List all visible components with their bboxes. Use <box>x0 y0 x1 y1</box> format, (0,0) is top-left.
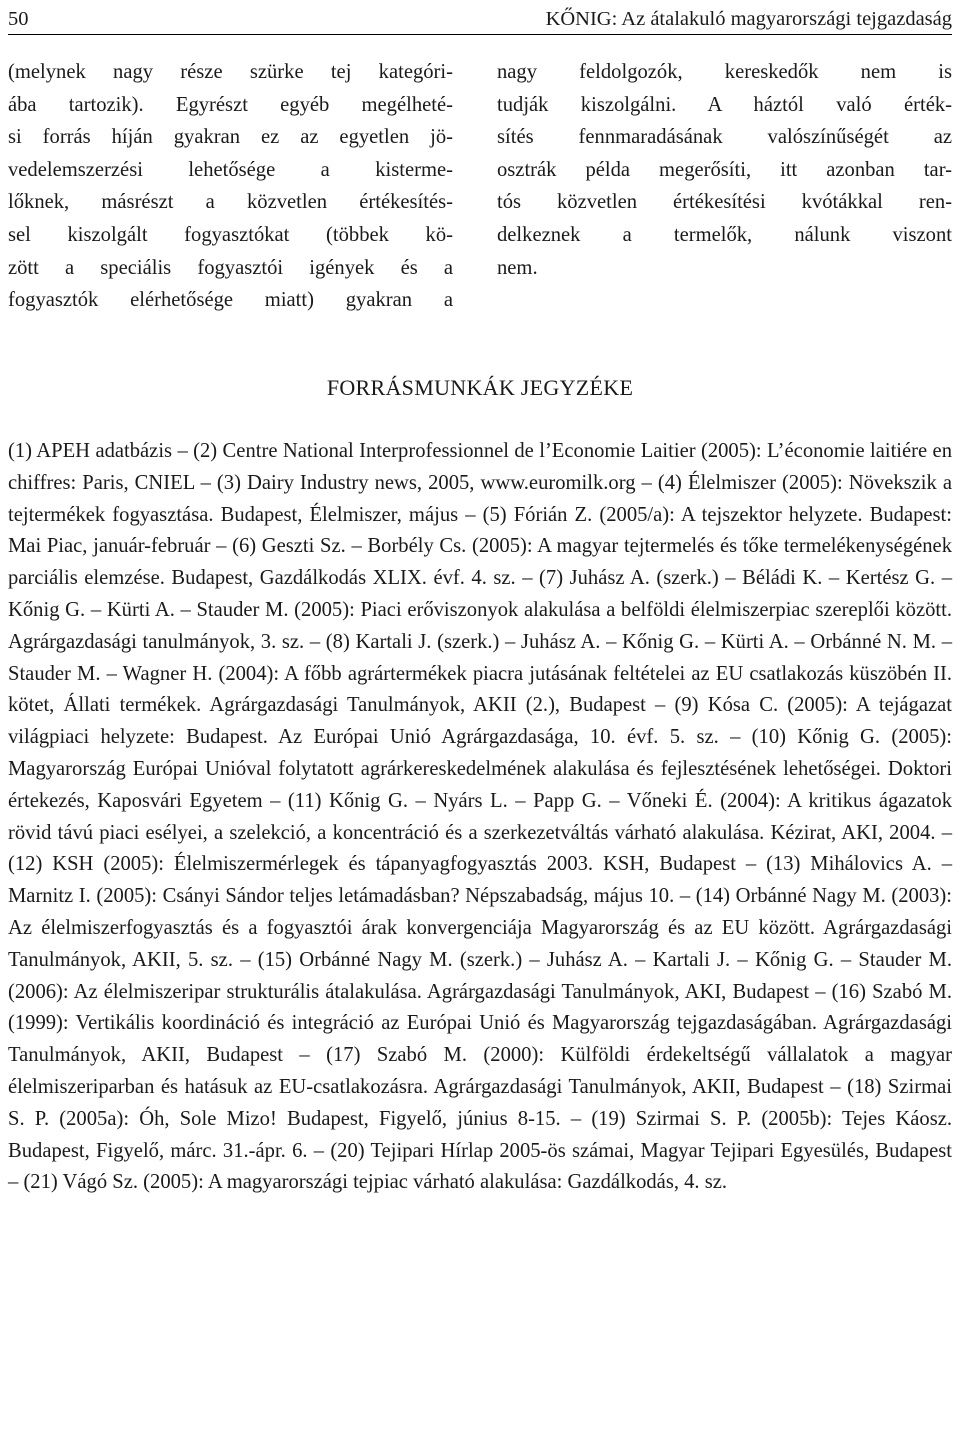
text-line: fogyasztók elérhetősége miatt) gyakran a <box>8 289 453 312</box>
text-line: osztrák példa megerősíti, itt azonban tar- <box>497 158 952 181</box>
text-line: ába tartozik). Egyrészt egyéb megélheté- <box>8 93 453 116</box>
body-right-column <box>497 56 952 284</box>
references-heading: FORRÁSMUNKÁK JEGYZÉKE <box>326 375 634 400</box>
page-header <box>8 4 952 35</box>
body-left-column <box>8 56 453 317</box>
references-text: (1) APEH adatbázis – (2) Centre National Interprofessionnel de l’Economie Laitier (2005): L’économie laitiére en chiffres: Paris, CNIEL – (3) Dairy Industry news, 2005, www.euromilk.org – (4) Élelmiszer (2005): Növekszik a tejtermékek fogyasztása. Budapest, Élelmiszer, május – (5) Fórián Z. (2005/a): A tejszektor helyzete. Budapest: Mai Piac, január-február – (6) Geszti Sz. – Borbély Cs. (2005): A magyar tejtermelés és tőke termelékenységének parciális elemzése. Budapest, Gazdálkodás XLIX. évf. 4. sz. – (7) Juhász A. (szerk.) – Béládi K. – Kertész G. – Kőnig G. – Kürti A. – Stauder M. (2005): Piaci erőviszonyok alakulása a belföldi élelmiszerpiac szereplői között. Agrárgazdasági tanulmányok, 3. sz. – (8) Kartali J. (szerk.) – Juhász A. – Kőnig G. – Kürti A. – Orbánné N. M. – Stauder M. – Wagner H. (2004): A főbb agrártermékek piacra jutásának feltételei az EU csatlakozás küszöbén II. kötet, Állati termékek. Agrárgazdasági Tanulmányok, AKII (2.), Budapest – (9) Kósa C. (2005): A tejágazat világpiaci helyzete: Budapest. Az Európai Unió Agrárgazdasága, 10. évf. 5. sz. – (10) Kőnig G. (2005): Magyarország Európai Unióval folytatott agrárkereskedelmének alakulása és fejlesztésének lehetőségei. Doktori értekezés, Kaposvári Egyetem – (11) Kőnig G. – Nyárs L. – Papp G. – Vőneki É. (2004): A kritikus ágazatok rövid távú piaci esélyei, a szelekció, a koncentráció és a szerkezetváltás várható alakulása. Kézirat, AKI, 2004. – (12) KSH (2005): Élelmiszermérlegek és tápanyagfogyasztás 2003. KSH, Budapest – (13) Mihálovics A. – Marnitz I. (2005): Csányi Sándor teljes letámadásban? Népszabadság, május 10. – (14) Orbánné Nagy M. (2003): Az élelmiszerfogyasztás és a fogyasztói árak konvergenciája Magyarország és az EU között. Agrárgazdasági Tanulmányok, AKII, 5. sz. – (15) Orbánné Nagy M. (szerk.) – Juhász A. – Kartali J. – Kőnig G. – Stauder M. (2006): Az élelmiszeripar strukturális átalakulása. Agrárgazdasági Tanulmányok, AKI, Budapest – (16) Szabó M. (1999): Vertikális koordináció és integráció az Európai Unió és Magyarország tejgazdaságában. Agrárgazdasági Tanulmányok, AKII, Budapest – (17) Szabó M. (2000): Külföldi érdekeltségű vállalatok a magyar élelmiszeriparban és hatásuk az EU-csatlakozásra. Agrárgazdasági Tanulmányok, AKII, Budapest – (18) Szirmai S. P. (2005a): Óh, Sole Mizo! Budapest, Figyelő, június 8-15. – (19) Szirmai S. P. (2005b): Tejes Káosz. Budapest, Figyelő, márc. 31.-ápr. 6. – (20) Tejipari Hírlap 2005-ös számai, Magyar Tejipari Egyesülés, Budapest – (21) Vágó Sz. (2005): A magyarországi tejpiac várható alakulása: Gazdálkodás, 4. sz. <box>8 440 952 1194</box>
text-line: sel kiszolgált fogyasztókat (többek kö- <box>8 223 453 246</box>
running-title: KŐNIG: Az átalakuló magyarországi tejgazdaság <box>545 8 952 30</box>
text-line: sítés fennmaradásának valószínűségét az <box>497 126 952 149</box>
text-line: nem. <box>497 256 538 279</box>
text-line: si forrás híján gyakran ez az egyetlen jö- <box>8 126 453 149</box>
text-line: lőknek, másrészt a közvetlen értékesítés- <box>8 191 453 214</box>
text-line: zött a speciális fogyasztói igények és a <box>8 256 453 279</box>
references-list <box>8 436 952 1199</box>
text-line: nagy feldolgozók, kereskedők nem is <box>497 61 952 83</box>
text-line: vedelemszerzési lehetősége a kisterme- <box>8 158 453 181</box>
text-line: tós közvetlen értékesítési kvótákkal ren- <box>497 191 952 214</box>
text-line: (melynek nagy része szürke tej kategóri- <box>8 61 453 83</box>
text-line: delkeznek a termelők, nálunk viszont <box>497 223 952 246</box>
page-number: 50 <box>8 8 29 30</box>
text-line: tudják kiszolgálni. A háztól való érték- <box>497 93 952 116</box>
